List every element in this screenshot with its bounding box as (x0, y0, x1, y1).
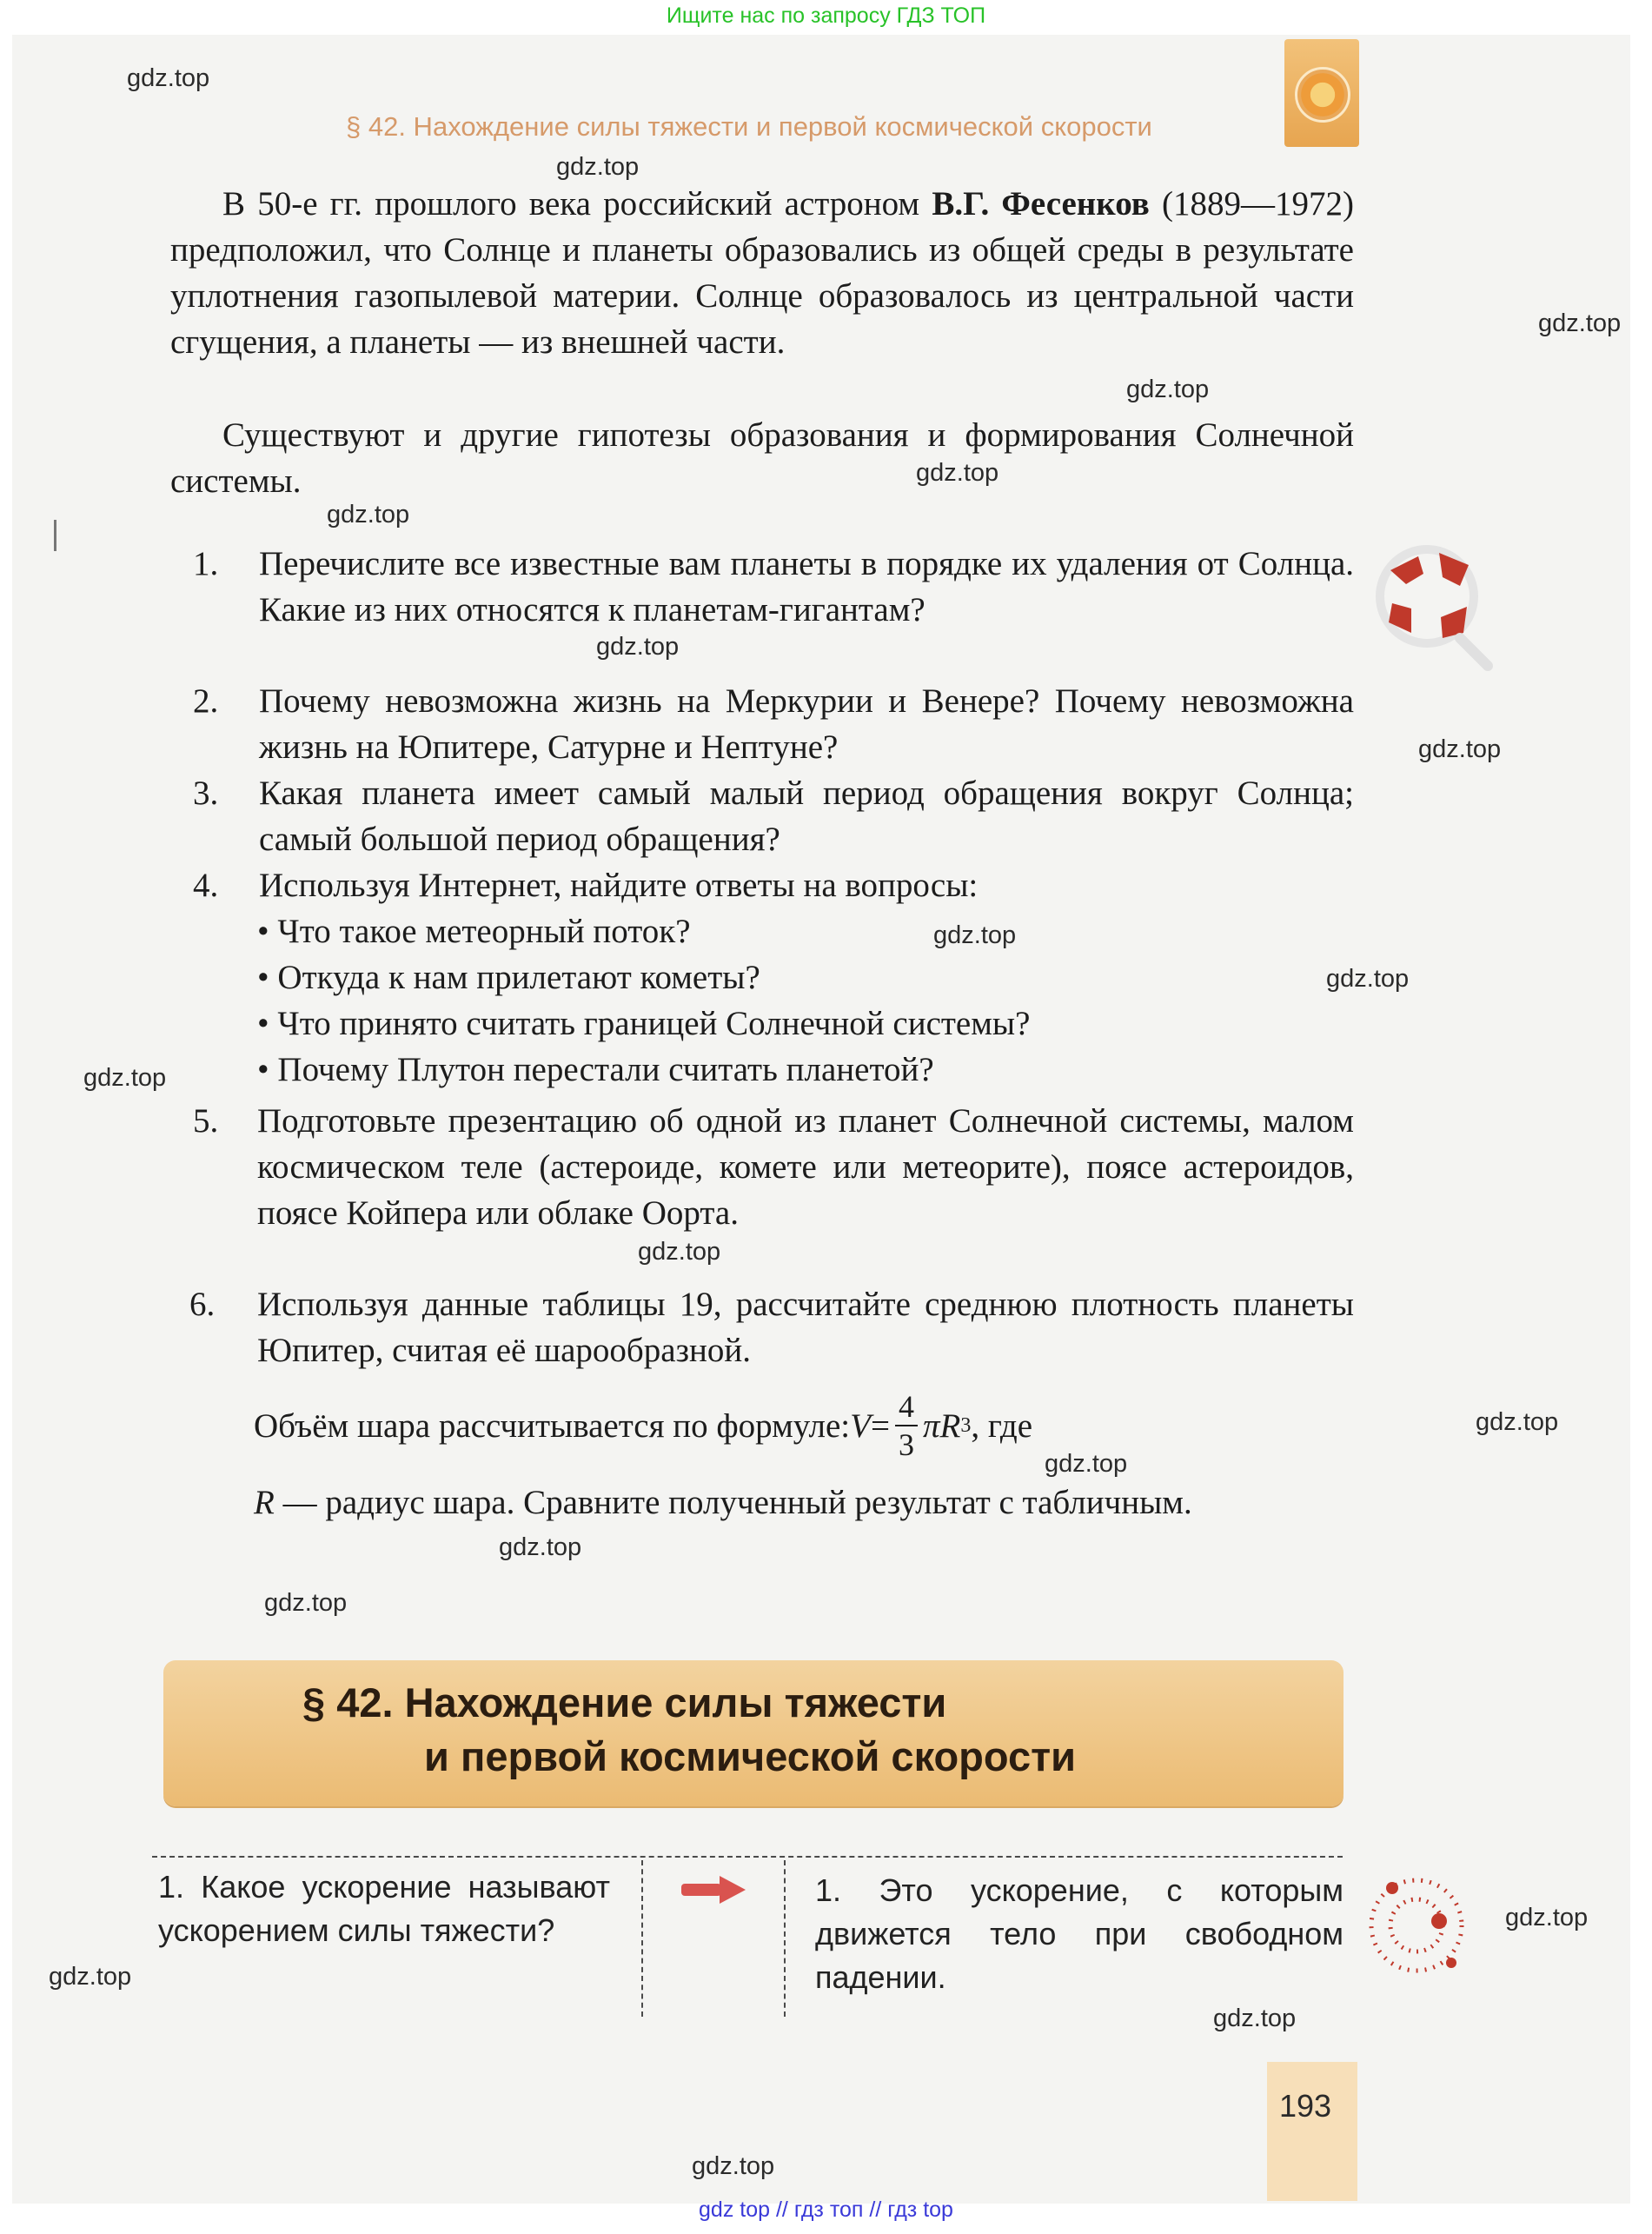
qa-question: 1. Какое ускорение называют ускорением силы тяжести? (158, 1869, 610, 1948)
question-number: 3. (193, 775, 219, 812)
watermark: gdz.top (556, 153, 640, 181)
question-5: Подготовьте презентацию об одной из планет Солнечной системы, малом космическом теле (астероиде, комете или метеорите), поясе астероидов, поясе Койпера или облаке Оорта. (257, 1102, 1354, 1232)
watermark: gdz.top (327, 501, 410, 529)
page-number-tab (1267, 2062, 1357, 2201)
formula-pi-r: πR (922, 1406, 961, 1445)
fraction-denominator: 3 (898, 1427, 914, 1462)
formula-exponent: 3 (960, 1413, 972, 1437)
watermark: gdz.top (83, 1064, 167, 1092)
question-number: 6. (189, 1286, 216, 1323)
formula-explanation (254, 1479, 1354, 1526)
orbit-icon (1366, 1869, 1470, 1982)
watermark: gdz.top (1505, 1904, 1589, 1931)
watermark: gdz.top (127, 64, 210, 92)
qa-top-rule (152, 1856, 1343, 1858)
watermark: gdz.top (596, 633, 680, 661)
radius-symbol: R (254, 1484, 275, 1521)
formula-lead: Объём шара рассчитывается по формуле: (254, 1406, 851, 1445)
intro-paragraph-2: Существуют и другие гипотезы образования и формирования Солнечной системы. (170, 416, 1354, 500)
qa-answer: 1. Это ускорение, с которым движется тело при свободном падении. (815, 1872, 1343, 1995)
watermark: gdz.top (49, 1963, 132, 1991)
section-title-line-1: § 42. Нахождение силы тяжести (302, 1679, 947, 1725)
question-number: 2. (193, 682, 219, 720)
bottom-banner[interactable]: gdz top // гдз топ // гдз top (699, 2197, 953, 2222)
top-banner[interactable]: Ищите нас по запросу ГДЗ ТОП (666, 3, 986, 28)
sun-icon (1295, 67, 1350, 123)
section-title (302, 1676, 1258, 1784)
intro-text-start: В 50-е гг. прошлого века российский астроном (222, 185, 932, 223)
watermark: gdz.top (933, 921, 1017, 949)
formula-v: V (850, 1406, 871, 1445)
qa-divider-left (641, 1860, 643, 2017)
bullet-item: • Почему Плутон перестали считать планетой? (257, 1051, 934, 1088)
question-1: Перечислите все известные вам планеты в порядке их удаления от Солнца. Какие из них относятся к планетам-гигантам? (259, 545, 1354, 628)
watermark: gdz.top (1538, 309, 1622, 337)
running-head: § 42. Нахождение силы тяжести и первой космической скорости (346, 111, 1152, 142)
bullet-item: • Что принято считать границей Солнечной системы? (257, 1005, 1031, 1042)
section-title-line-2: и первой космической скорости (424, 1733, 1077, 1779)
intro-text-end: (1889—1972) предположил, что Солнце и планеты образовались из общей среды в результате уплотнения газопылевой материи. Солнце образовалось из центральной части сгущения, а планеты — из внешней части. (170, 185, 1354, 361)
margin-mark (54, 520, 56, 551)
question-3: Какая планета имеет самый малый период обращения вокруг Солнца; самый большой период обращения? (259, 775, 1354, 858)
watermark: gdz.top (1213, 2005, 1297, 2032)
watermark: gdz.top (1476, 1408, 1559, 1436)
watermark: gdz.top (1326, 965, 1410, 993)
watermark: gdz.top (1126, 376, 1210, 403)
watermark: gdz.top (264, 1589, 348, 1617)
qa-divider-right (784, 1860, 786, 2017)
question-number: 4. (193, 867, 219, 904)
intro-paragraph-1 (170, 181, 1354, 365)
author-name: В.Г. Фесенков (932, 185, 1150, 223)
formula-eq: = (870, 1406, 890, 1445)
question-2: Почему невозможна жизнь на Меркурии и Венере? Почему невозможна жизнь на Юпитере, Сатурне и Нептуне? (259, 682, 1354, 766)
watermark: gdz.top (916, 459, 999, 487)
page-number: 193 (1278, 2088, 1332, 2124)
bullet-item: • Откуда к нам прилетают кометы? (257, 959, 760, 996)
watermark: gdz.top (692, 2152, 775, 2180)
question-4: Используя Интернет, найдите ответы на вопросы: (259, 867, 979, 904)
magnifier-icon (1366, 535, 1496, 675)
formula-tail: , где (971, 1406, 1033, 1445)
watermark: gdz.top (1418, 735, 1502, 763)
formula-fraction (895, 1388, 918, 1463)
question-number: 5. (193, 1102, 219, 1140)
watermark: gdz.top (638, 1238, 721, 1266)
watermark: gdz.top (499, 1533, 582, 1561)
bullet-item: • Что такое метеорный поток? (257, 913, 691, 950)
question-number: 1. (193, 545, 219, 582)
explanation-text: — радиус шара. Сравните полученный результат с табличным. (274, 1484, 1192, 1521)
question-6: Используя данные таблицы 19, рассчитайте среднюю плотность планеты Юпитер, считая её шарообразной. (257, 1286, 1354, 1369)
volume-formula-line (254, 1388, 1032, 1463)
arrow-right-icon (681, 1876, 746, 1904)
watermark: gdz.top (1045, 1450, 1128, 1478)
fraction-numerator: 4 (895, 1388, 918, 1426)
corner-tab (1284, 39, 1359, 147)
